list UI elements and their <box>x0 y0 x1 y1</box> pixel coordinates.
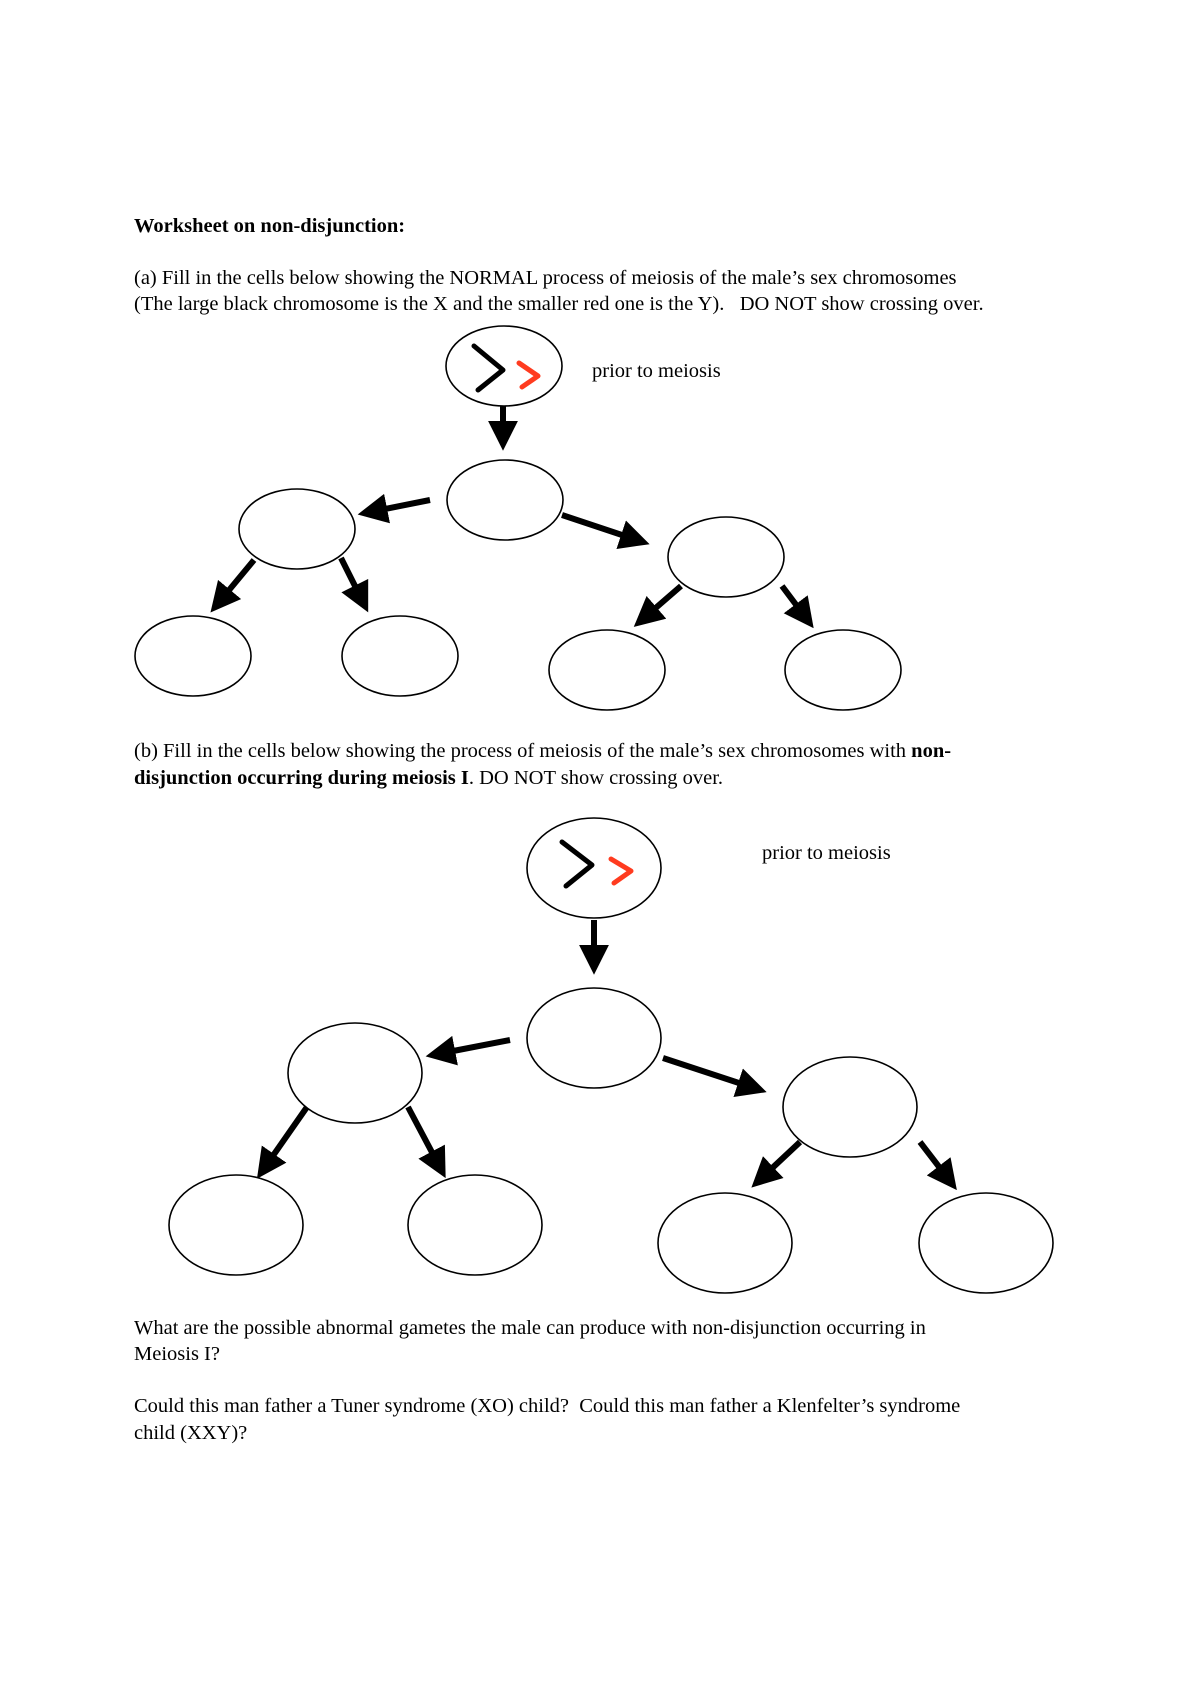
arrow-down-right <box>782 586 800 610</box>
cell-prior-to-meiosis <box>527 818 661 918</box>
question2-line2: child (XXY)? <box>134 1422 248 1444</box>
part-b-line2-text: . DO NOT show crossing over. <box>468 767 724 789</box>
cell-meiosis-start <box>527 988 661 1088</box>
diagram-nondisjunction-meiosis <box>169 818 1053 1293</box>
worksheet-title: Worksheet on non-disjunction: <box>134 215 406 237</box>
cell-gamete <box>785 630 901 710</box>
part-b-line2-bold: disjunction occurring during meiosis I <box>134 767 469 789</box>
cell-meiosis-I-right <box>668 517 784 597</box>
cell-meiosis-I-left <box>288 1023 422 1123</box>
arrow-down-left <box>768 1142 800 1172</box>
arrow-down-left <box>270 1107 307 1160</box>
cell-gamete <box>135 616 251 696</box>
cell-gamete <box>549 630 665 710</box>
cell-prior-to-meiosis <box>446 326 562 406</box>
arrow-left <box>448 1040 510 1052</box>
question2-line1: Could this man father a Tuner syndrome (XO) child? Could this man father a Klenfelter’s syndrome <box>134 1395 961 1417</box>
cell-meiosis-start <box>447 460 563 540</box>
arrow-down-right <box>920 1142 943 1172</box>
cell-gamete <box>408 1175 542 1275</box>
part-b-line1-bold: non- <box>911 740 952 762</box>
part-a-prior-label: prior to meiosis <box>592 360 721 382</box>
part-b-line1-text: (b) Fill in the cells below showing the process of meiosis of the male’s sex chromosomes with <box>134 740 912 762</box>
cell-gamete <box>169 1175 303 1275</box>
question1-line2: Meiosis I? <box>134 1343 220 1365</box>
arrow-right <box>562 515 628 537</box>
cell-gamete <box>342 616 458 696</box>
arrow-right <box>663 1058 745 1085</box>
part-a-instruction-line1: (a) Fill in the cells below showing the NORMAL process of meiosis of the male’s sex chromosomes <box>134 267 957 289</box>
arrow-down-left <box>225 560 254 595</box>
cell-meiosis-I-right <box>783 1057 917 1157</box>
arrow-down-left <box>651 586 681 612</box>
diagram-normal-meiosis <box>135 326 901 710</box>
cell-meiosis-I-left <box>239 489 355 569</box>
question1-line1: What are the possible abnormal gametes the male can produce with non-disjunction occurring in <box>134 1317 926 1339</box>
cell-gamete <box>658 1193 792 1293</box>
part-b-prior-label: prior to meiosis <box>762 842 891 864</box>
part-a-instruction-line2: (The large black chromosome is the X and the smaller red one is the Y). DO NOT show crossing over. <box>134 293 984 315</box>
arrow-down-right <box>341 558 358 592</box>
arrow-left <box>380 500 430 510</box>
arrow-down-right <box>408 1107 435 1158</box>
cell-gamete <box>919 1193 1053 1293</box>
